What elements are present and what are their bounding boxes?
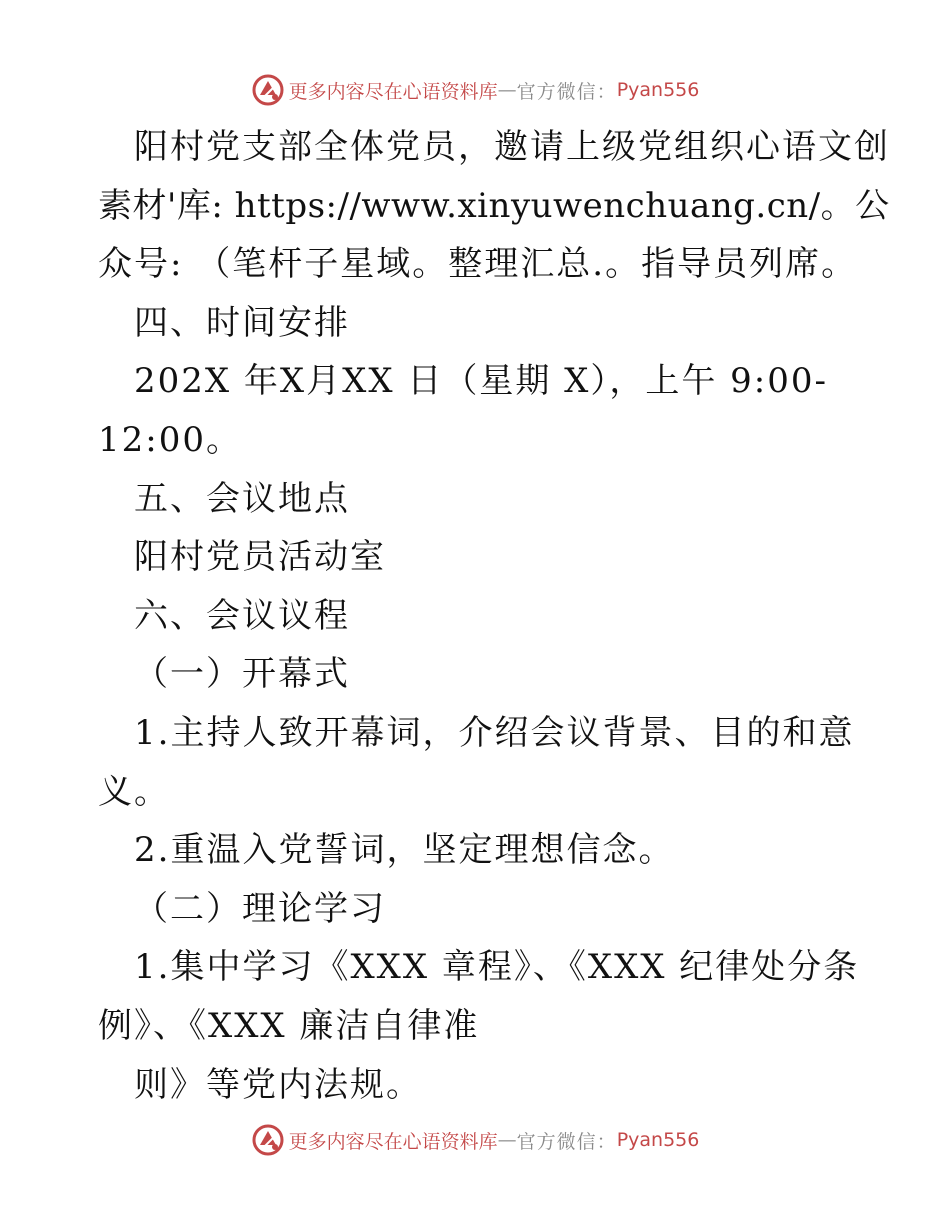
footer-watermark [0, 1120, 950, 1160]
paragraph-line: 12:00。 [98, 419, 242, 460]
section-heading: 五、会议地点 [134, 478, 350, 519]
subsection-heading: （二）理论学习 [134, 888, 386, 929]
subsection-heading: （一）开幕式 [134, 654, 350, 695]
banner-separator: — [497, 1129, 517, 1151]
paragraph-line: 阳村党支部全体党员，邀请上级党组织心语文创 [134, 127, 890, 167]
banner-text: 更多内容尽在心语资料库 [288, 1130, 498, 1153]
paragraph-line: 众号: （笔杆子星域。整理汇总.。指导员列席。 [98, 244, 858, 285]
brand-logo-icon [251, 73, 285, 107]
banner-text: 更多内容尽在心语资料库 [288, 80, 498, 103]
paragraph-line: 1.集中学习《XXX 章程》、《XXX 纪律处分条 [134, 947, 860, 988]
banner-official-label: 官方微信： [516, 1130, 617, 1153]
banner-wechat-id: Pyan556 [616, 1129, 700, 1151]
header-watermark [0, 70, 950, 110]
document-body [98, 118, 890, 1114]
paragraph-line: 则》等党内法规。 [134, 1064, 422, 1105]
section-heading: 六、会议议程 [134, 595, 350, 636]
paragraph-line: 阳村党员活动室 [134, 537, 386, 578]
paragraph-line: 202X 年X月XX 日（星期 X），上午 9:00- [134, 361, 828, 402]
paragraph-line: 2.重温入党誓词，坚定理想信念。 [134, 830, 675, 871]
paragraph-line: 素材'库: https://www.xinyuwenchuang.cn/。公 [98, 185, 890, 226]
paragraph-line: 义。 [98, 771, 170, 812]
brand-logo-icon [251, 1123, 285, 1157]
banner-official-label: 官方微信： [516, 80, 617, 103]
paragraph-line: 例》、《XXX 廉洁自律准 [98, 1005, 480, 1046]
section-heading: 四、时间安排 [134, 302, 350, 343]
paragraph-line: 1.主持人致开幕词，介绍会议背景、目的和意 [134, 712, 855, 753]
banner-separator: — [497, 79, 517, 101]
banner-wechat-id: Pyan556 [616, 79, 700, 101]
